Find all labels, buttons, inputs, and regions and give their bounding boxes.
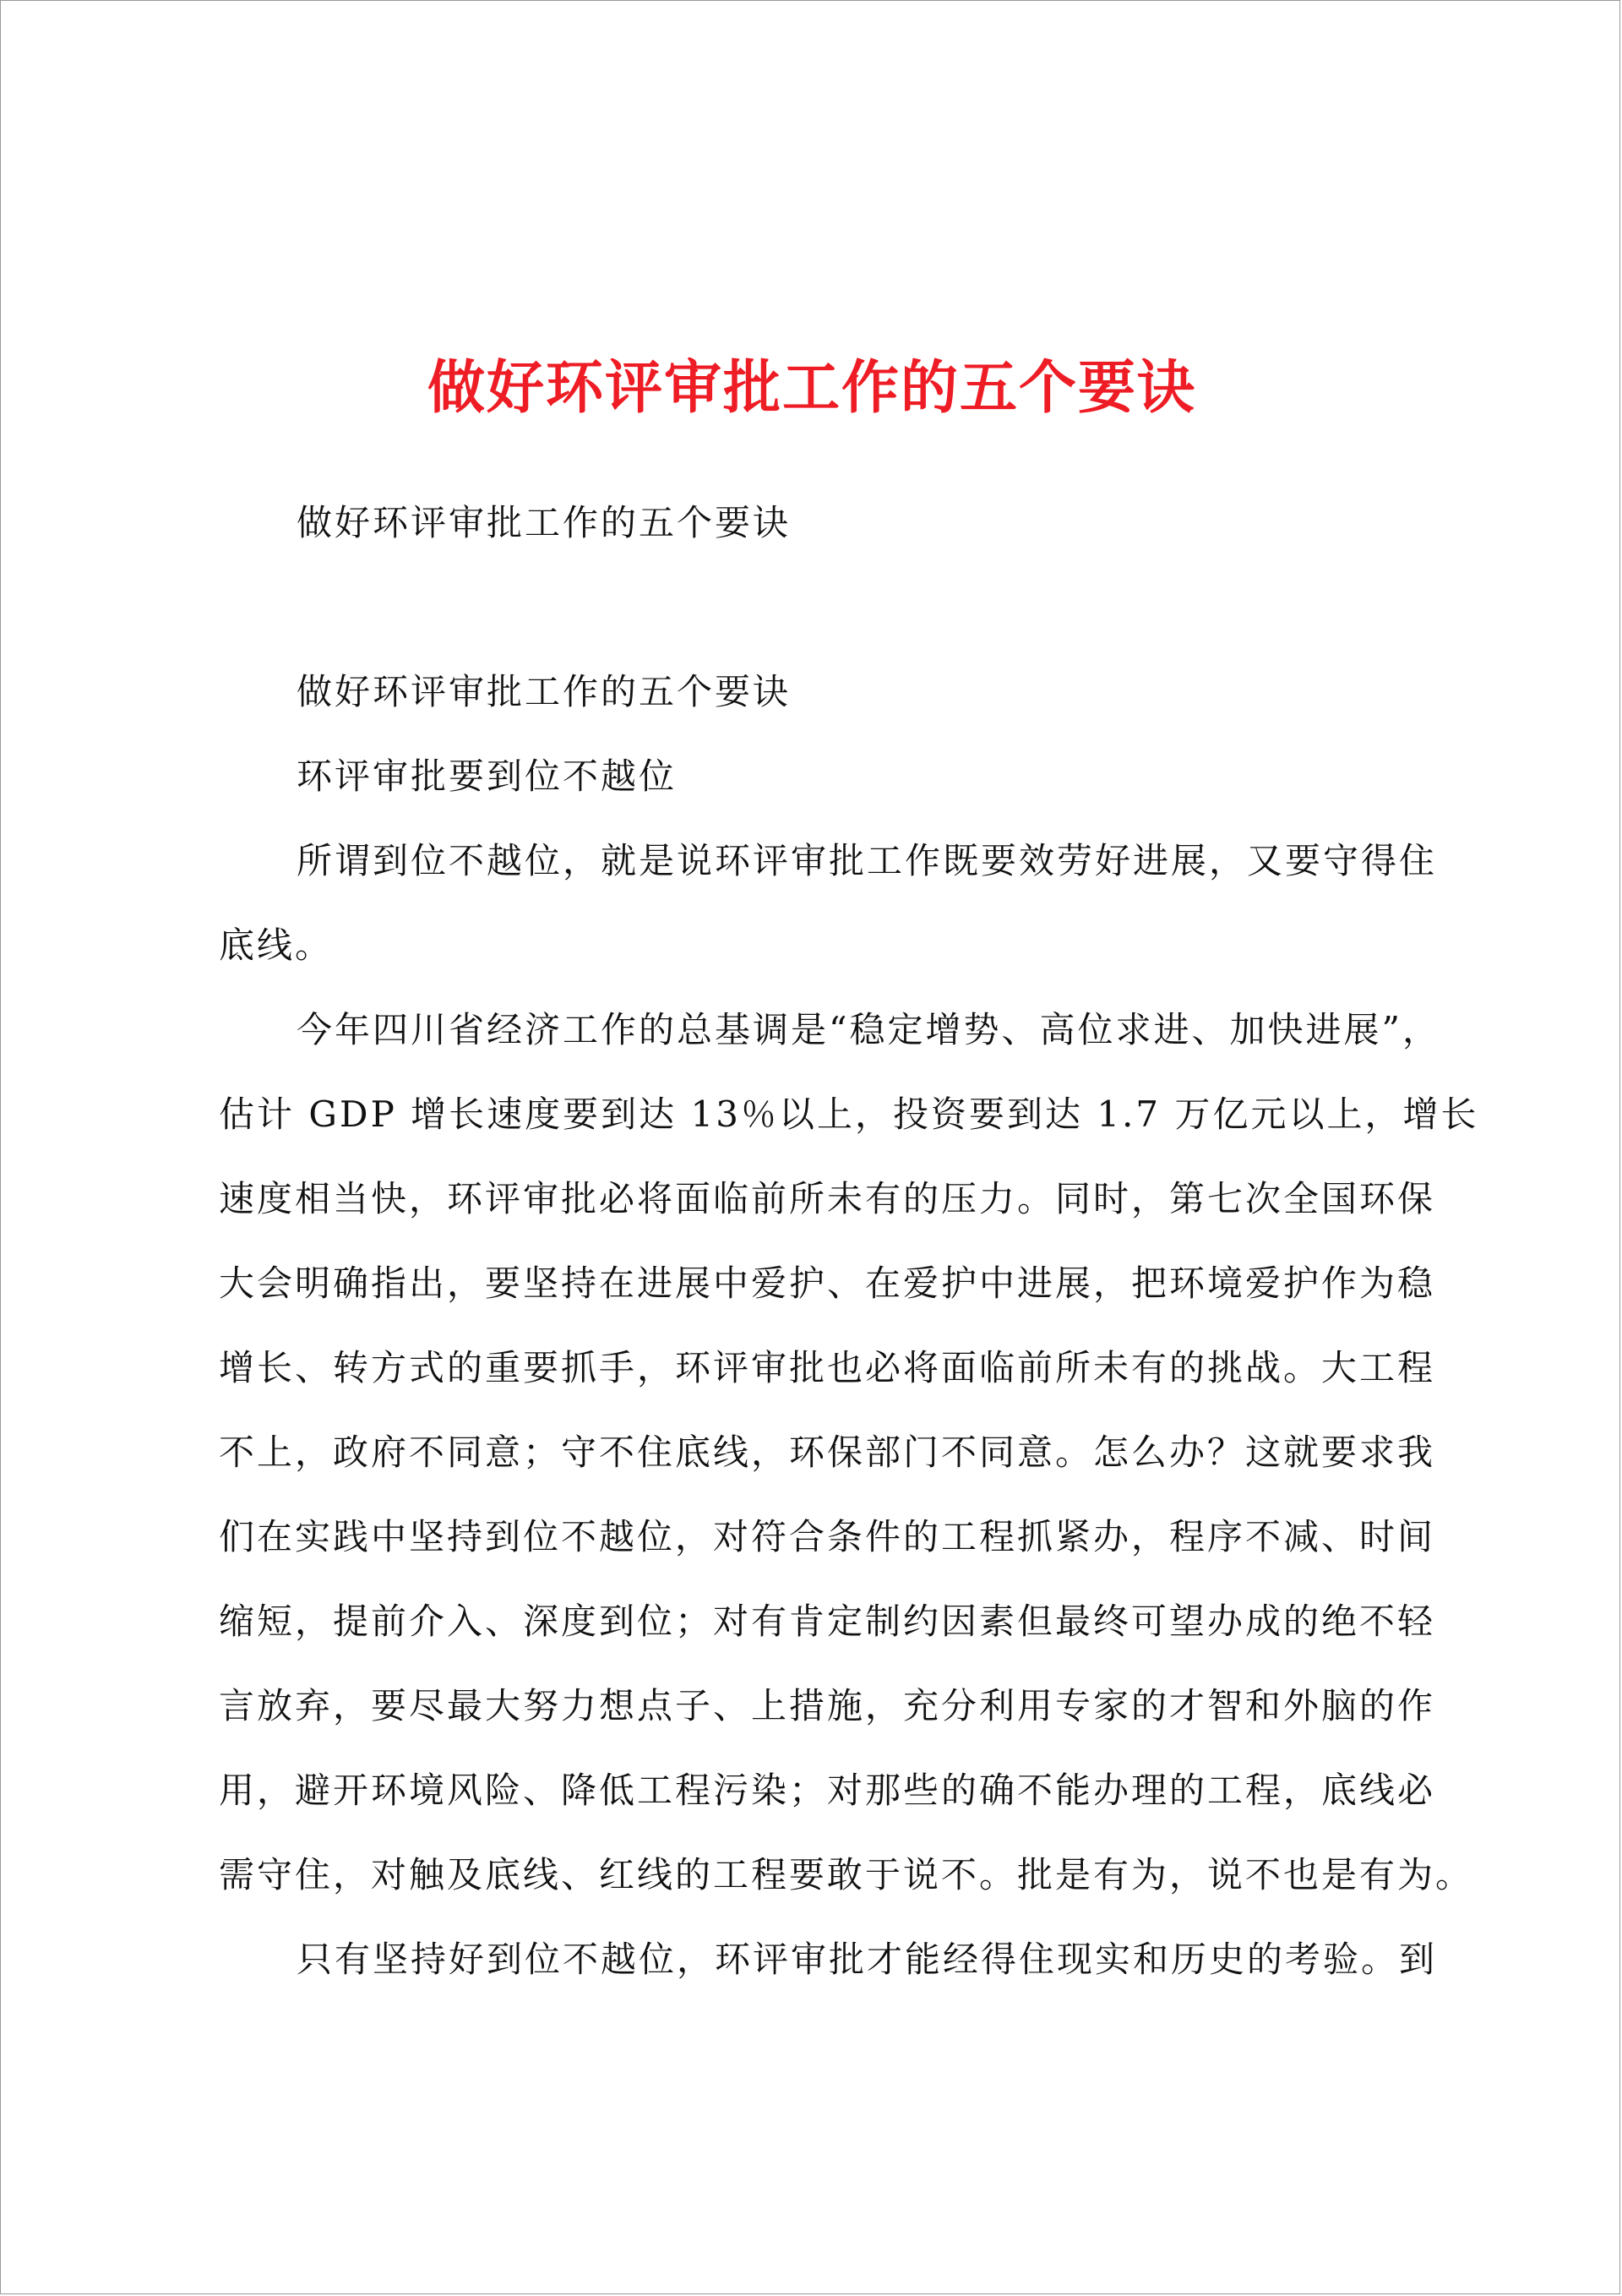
paragraph-line: 用，避开环境风险、降低工程污染；对那些的确不能办理的工程，底线必 bbox=[219, 1770, 1436, 1811]
paragraph-line: 们在实践中坚持到位不越位，对符合条件的工程抓紧办，程序不减、时间 bbox=[219, 1516, 1436, 1557]
paragraph-line: 增长、转方式的重要抓手，环评审批也必将面临前所未有的挑战。大工程 bbox=[219, 1347, 1436, 1388]
paragraph-line: 只有坚持好到位不越位，环评审批才能经得住现实和历史的考验。到 bbox=[297, 1939, 1438, 1980]
paragraph-line: 不上，政府不同意；守不住底线，环保部门不同意。怎么办？这就要求我 bbox=[219, 1432, 1436, 1473]
paragraph-line: 底线。 bbox=[219, 924, 334, 966]
section-heading: 环评审批要到位不越位 bbox=[297, 755, 678, 797]
paragraph-line: 估计 GDP 增长速度要到达 13％以上，投资要到达 1.7 万亿元以上，增长 bbox=[219, 1093, 1479, 1135]
paragraph-line: 需守住，对触及底线、红线的工程要敢于说不。批是有为，说不也是有为。 bbox=[219, 1854, 1474, 1895]
paragraph-line: 今年四川省经济工作的总基调是“稳定增势、高位求进、加快进展”， bbox=[297, 1009, 1440, 1050]
subtitle-line: 做好环评审批工作的五个要诀 bbox=[297, 502, 792, 543]
paragraph-line: 大会明确指出，要坚持在进展中爱护、在爱护中进展，把环境爱护作为稳 bbox=[219, 1263, 1436, 1304]
document-title: 做好环评审批工作的五个要诀 bbox=[427, 354, 1196, 422]
paragraph-line: 缩短，提前介入、深度到位；对有肯定制约因素但最终可望办成的绝不轻 bbox=[219, 1601, 1436, 1642]
paragraph-line: 速度相当快，环评审批必将面临前所未有的压力。同时，第七次全国环保 bbox=[219, 1178, 1436, 1219]
paragraph-line: 所谓到位不越位，就是说环评审批工作既要效劳好进展，又要守得住 bbox=[297, 840, 1438, 881]
subtitle-line: 做好环评审批工作的五个要诀 bbox=[297, 671, 792, 712]
paragraph-line: 言放弃，要尽最大努力想点子、上措施，充分利用专家的才智和外脑的作 bbox=[219, 1685, 1436, 1726]
